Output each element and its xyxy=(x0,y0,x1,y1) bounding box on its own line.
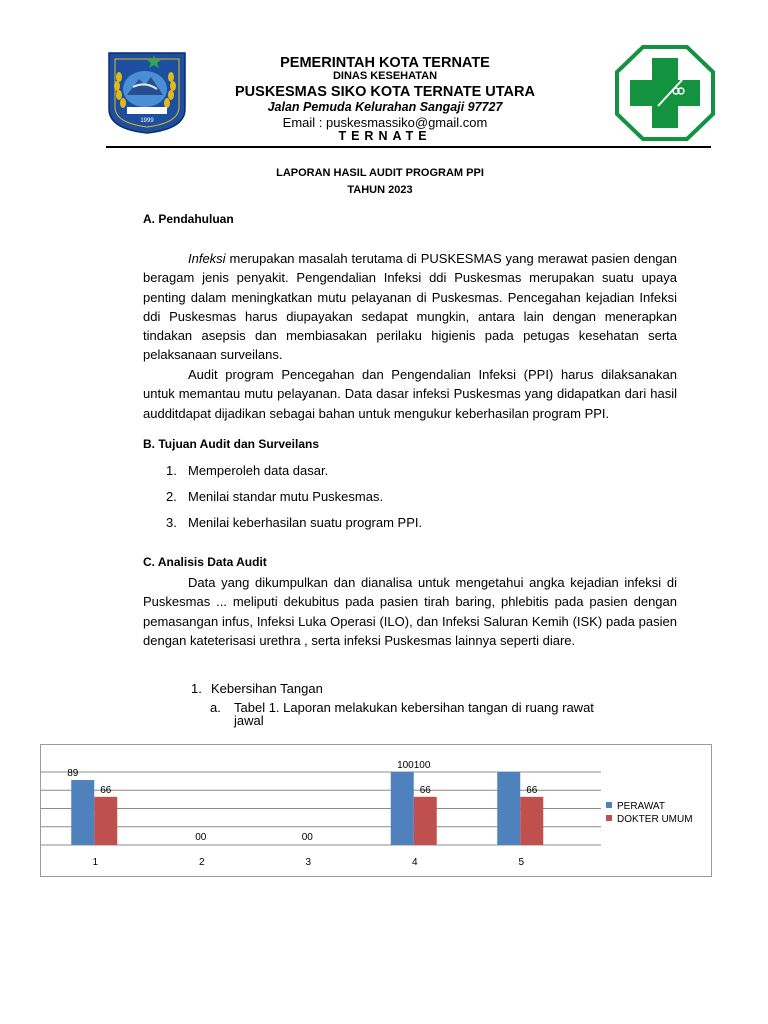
bar-dokter-umum xyxy=(414,797,437,845)
list-item: Menilai standar mutu Puskesmas. xyxy=(188,489,384,504)
list-item: Menilai keberhasilan suatu program PPI. xyxy=(188,515,423,530)
sub-heading: Kebersihan Tangan xyxy=(211,681,323,696)
legend-label: DOKTER UMUM xyxy=(617,814,693,825)
section-c-paragraph: Data yang dikumpulkan dan dianalisa untuk mengetahui angka kejadian infeksi di Puskesmas ... meliputi dekubitus pada pasien tirah baring, phlebitis pada pasien dengan pemasangan infus, Infeksi Luka Operasi (ILO), dan Infeksi Saluran Kemih (ISK) pada pasien dengan kateterisasi urethra , serta infeksi Puskesmas lainnya seperti diare. xyxy=(143,575,677,648)
list-number: 2. xyxy=(166,489,177,504)
italic-term: Infeksi xyxy=(188,251,226,266)
ternate-city-emblem xyxy=(105,51,189,135)
table-caption-cont: jawal xyxy=(234,713,264,728)
section-a-heading: A. Pendahuluan xyxy=(143,212,234,226)
legend-swatch xyxy=(606,802,612,808)
data-label: 00 xyxy=(301,832,313,843)
table-caption: Tabel 1. Laporan melakukan kebersihan tangan di ruang rawat xyxy=(234,700,594,715)
x-tick-label: 1 xyxy=(92,857,99,868)
legend-swatch xyxy=(606,815,612,821)
list-item: Memperoleh data dasar. xyxy=(188,463,329,478)
x-tick-label: 3 xyxy=(305,857,312,868)
x-tick-label: 4 xyxy=(411,857,418,868)
data-label: 66 xyxy=(526,784,538,796)
sub-letter: a. xyxy=(210,700,221,715)
letterhead-email: Email : puskesmassiko@gmail.com xyxy=(282,115,488,130)
data-label: 66 xyxy=(100,784,112,796)
section-a-paragraph-1 xyxy=(143,249,677,365)
letterhead-address: Jalan Pemuda Kelurahan Sangaji 97727 xyxy=(267,100,503,114)
paragraph-text: merupakan masalah terutama di PUSKESMAS yang merawat pasien dengan beragam jenis penyakit. Pengendalian Infeksi ddi Puskesmas merupakan suatu upaya penting dalam meningkatkan mutu pelayanan di Puskesmas. Pencegahan kejadian Infeksi ddi Puskesmas harus diupayakan sedapat mungkin, antara lain dengan menerapkan tindakan asepsis dan membiasakan perilaku higienis pada petugas kesehatan serta pelaksanaan surveilans. xyxy=(143,251,677,363)
section-c-heading: C. Analisis Data Audit xyxy=(143,555,267,569)
data-label: 100100 xyxy=(397,760,431,771)
sub-number: 1. xyxy=(191,681,202,696)
data-label: 00 xyxy=(195,832,207,843)
letterhead-puskesmas: PUSKESMAS SIKO KOTA TERNATE UTARA xyxy=(235,84,535,100)
list-number: 3. xyxy=(166,515,177,530)
letterhead-divider xyxy=(106,146,711,148)
bar-chart xyxy=(41,745,711,876)
x-tick-label: 5 xyxy=(518,857,525,868)
bar-perawat xyxy=(71,780,94,845)
report-title: LAPORAN HASIL AUDIT PROGRAM PPI xyxy=(276,167,484,179)
letterhead-government: PEMERINTAH KOTA TERNATE xyxy=(280,55,490,71)
emblem-year: 1999 xyxy=(140,118,154,124)
puskesmas-logo xyxy=(614,44,716,142)
list-number: 1. xyxy=(166,463,177,478)
bar-perawat xyxy=(497,772,520,845)
chart-container xyxy=(40,744,712,877)
report-year: TAHUN 2023 xyxy=(347,184,413,196)
bar-dokter-umum xyxy=(94,797,117,845)
letterhead-city: TERNATE xyxy=(338,129,432,143)
bar-perawat xyxy=(391,772,414,845)
letterhead-department: DINAS KESEHATAN xyxy=(332,70,438,82)
bar-dokter-umum xyxy=(520,797,543,845)
legend-label: PERAWAT xyxy=(617,801,665,812)
section-b-heading: B. Tujuan Audit dan Surveilans xyxy=(143,437,320,451)
data-label: 66 xyxy=(419,784,431,796)
x-tick-label: 2 xyxy=(198,857,205,868)
data-label: 89 xyxy=(67,768,79,780)
section-a-paragraph-2: Audit program Pencegahan dan Pengendalian Infeksi (PPI) harus dilaksanakan untuk memantau mutu pelayanan. Data dasar infeksi Puskesmas yang didapatkan dari hasil audditdapat dijadikan sebagai bahan untuk mengukur keberhasilan program PPI. xyxy=(143,367,677,421)
